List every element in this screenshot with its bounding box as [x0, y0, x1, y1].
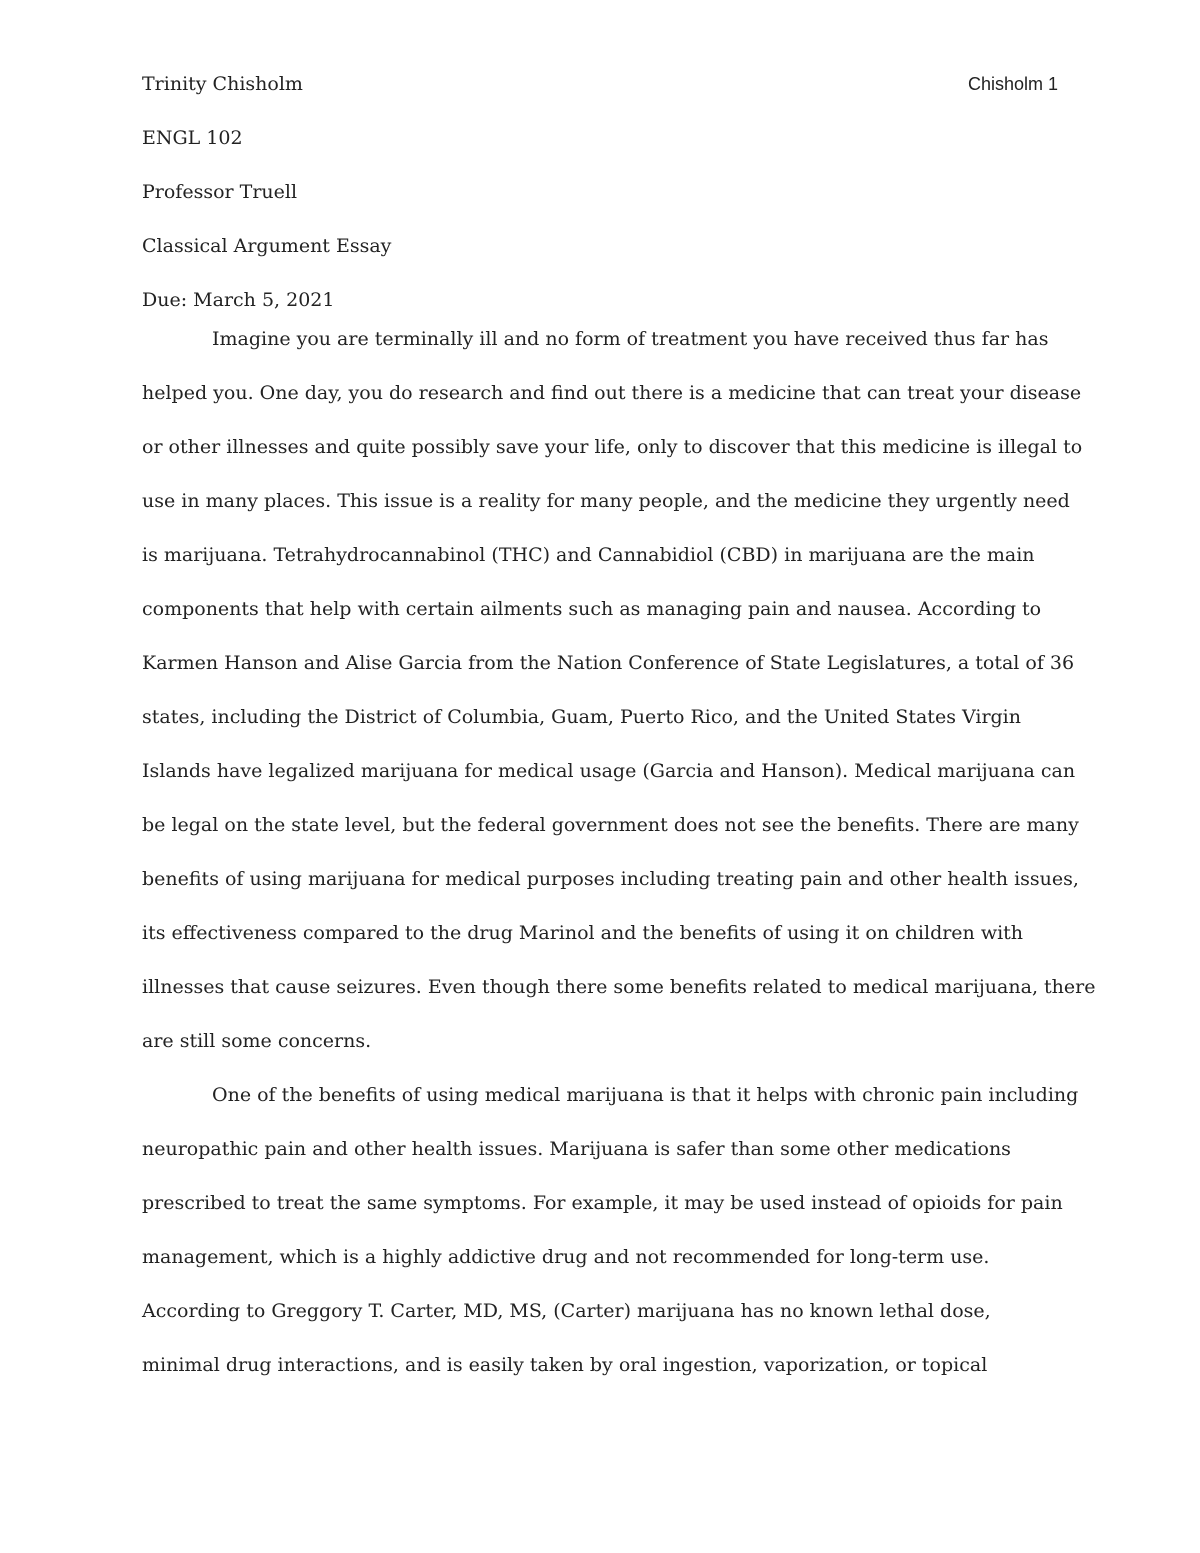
- text-line: Islands have legalized marijuana for medical usage (Garcia and Hanson). Medical marijuana can: [142, 760, 1076, 782]
- text-line: are still some concerns.: [142, 1030, 372, 1052]
- due-date: Due: March 5, 2021: [142, 289, 335, 311]
- text-line: According to Greggory T. Carter, MD, MS, (Carter) marijuana has no known lethal dose,: [142, 1300, 991, 1322]
- running-head: Chisholm 1: [967, 74, 1058, 94]
- essay-body: [142, 312, 1096, 1392]
- text-line: benefits of using marijuana for medical purposes including treating pain and other health issues,: [142, 868, 1079, 890]
- text-line: or other illnesses and quite possibly save your life, only to discover that this medicine is illegal to: [142, 436, 1083, 458]
- text-line: helped you. One day, you do research and find out there is a medicine that can treat your disease: [142, 382, 1082, 404]
- text-line: One of the benefits of using medical marijuana is that it helps with chronic pain including: [212, 1084, 1079, 1106]
- text-line: states, including the District of Columbia, Guam, Puerto Rico, and the United States Virgin: [142, 706, 1022, 728]
- mla-heading: [142, 72, 1058, 312]
- text-line: components that help with certain ailments such as managing pain and nausea. According to: [142, 598, 1042, 620]
- text-line: minimal drug interactions, and is easily taken by oral ingestion, vaporization, or topical: [142, 1354, 988, 1376]
- text-line: Karmen Hanson and Alise Garcia from the Nation Conference of State Legislatures, a total of 36: [142, 652, 1075, 674]
- text-line: neuropathic pain and other health issues. Marijuana is safer than some other medications: [142, 1138, 1011, 1160]
- text-line: management, which is a highly addictive drug and not recommended for long-term use.: [142, 1246, 990, 1268]
- paragraph-1: [142, 312, 1096, 1068]
- text-line: is marijuana. Tetrahydrocannabinol (THC) and Cannabidiol (CBD) in marijuana are the main: [142, 544, 1035, 566]
- text-line: its effectiveness compared to the drug Marinol and the benefits of using it on children with: [142, 922, 1024, 944]
- paragraph-2: [142, 1068, 1079, 1392]
- text-line: use in many places. This issue is a reality for many people, and the medicine they urgently need: [142, 490, 1070, 512]
- text-line: Imagine you are terminally ill and no form of treatment you have received thus far has: [212, 328, 1049, 350]
- text-line: be legal on the state level, but the federal government does not see the benefits. There are many: [142, 814, 1079, 836]
- course-name: ENGL 102: [142, 127, 243, 149]
- professor-name: Professor Truell: [142, 181, 298, 203]
- text-line: illnesses that cause seizures. Even though there some benefits related to medical marijuana, there: [142, 976, 1096, 998]
- assignment-title: Classical Argument Essay: [142, 235, 392, 257]
- text-line: prescribed to treat the same symptoms. For example, it may be used instead of opioids for pain: [142, 1192, 1063, 1214]
- student-name: Trinity Chisholm: [142, 73, 303, 95]
